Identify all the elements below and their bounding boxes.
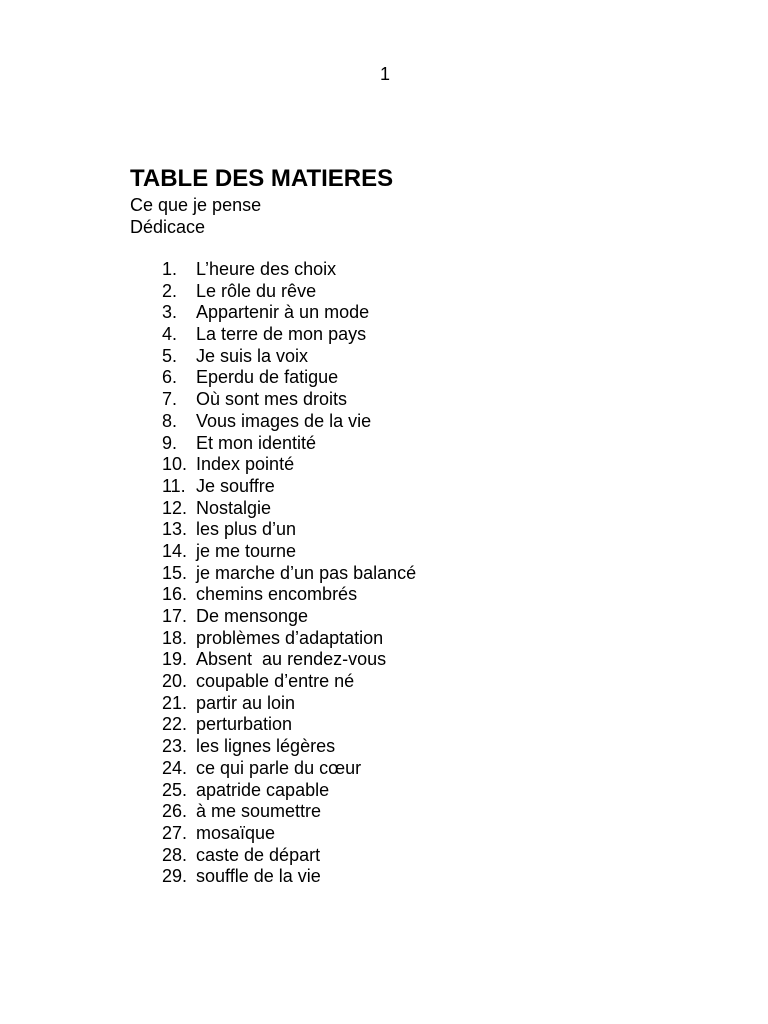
chapter-title: De mensonge (196, 606, 309, 626)
chapter-item (162, 346, 416, 368)
chapter-number: 27. (162, 822, 188, 843)
chapter-item (162, 367, 416, 389)
chapter-title: caste de départ (196, 844, 321, 865)
chapter-title: apatride capable (196, 779, 330, 800)
chapter-title: Vous images de la vie (196, 410, 372, 431)
chapter-title: Où sont mes droits (196, 389, 348, 410)
chapter-title: problèmes d’adaptation (196, 627, 384, 648)
chapter-item (162, 866, 416, 888)
chapter-number: 19. (162, 649, 188, 670)
chapter-number: 10. (162, 454, 188, 475)
chapter-title: L’heure des choix (196, 259, 337, 279)
chapter-title: chemins encombrés (196, 584, 358, 605)
chapter-title: je marche d’un pas balancé (196, 562, 417, 583)
chapter-title: Absent au rendez-vous (196, 649, 387, 670)
chapter-item (162, 780, 416, 802)
chapter-item (162, 302, 416, 324)
chapter-item (162, 606, 416, 628)
chapter-number: 26. (162, 801, 188, 822)
chapter-item (162, 411, 416, 433)
chapter-title: souffle de la vie (196, 866, 321, 887)
chapter-item (162, 628, 416, 650)
chapter-number: 5. (162, 345, 178, 366)
chapter-item (162, 758, 416, 780)
chapter-title: mosaïque (196, 822, 276, 843)
chapter-title: Je suis la voix (196, 345, 309, 366)
chapter-number: 24. (162, 757, 188, 778)
chapter-number: 7. (162, 389, 178, 410)
chapter-title: Nostalgie (196, 497, 272, 518)
chapter-title: les plus d’un (196, 519, 297, 540)
chapter-number: 16. (162, 584, 188, 605)
chapter-number: 23. (162, 736, 188, 757)
chapter-number: 15. (162, 562, 188, 583)
chapter-item (162, 649, 416, 671)
chapter-item (162, 454, 416, 476)
chapter-number: 12. (162, 497, 188, 518)
chapter-item (162, 476, 416, 498)
chapter-item (162, 281, 416, 303)
chapter-number: 25. (162, 779, 188, 800)
chapter-number: 11. (162, 475, 186, 496)
chapter-number: 22. (162, 714, 188, 735)
chapter-title: Je souffre (196, 475, 275, 496)
chapter-number: 18. (162, 627, 188, 648)
chapter-title: perturbation (196, 714, 293, 735)
chapter-item (162, 519, 416, 541)
toc-title: TABLE DES MATIERES (130, 165, 394, 192)
chapter-number: 20. (162, 671, 188, 692)
chapter-number: 29. (162, 866, 188, 887)
chapter-number: 13. (162, 519, 188, 540)
chapter-item (162, 736, 416, 758)
chapter-item (162, 584, 416, 606)
chapter-number: 21. (162, 692, 188, 713)
chapter-number: 28. (162, 844, 188, 865)
chapter-item (162, 693, 416, 715)
chapter-item (162, 563, 416, 585)
chapter-item (162, 845, 416, 867)
chapter-number: 4. (162, 324, 178, 345)
front-matter-item: Ce que je pense (130, 195, 262, 215)
chapter-number: 6. (162, 367, 178, 388)
chapter-title: coupable d’entre né (196, 671, 355, 692)
chapter-number: 8. (162, 410, 178, 431)
chapter-number: 2. (162, 280, 178, 301)
chapter-title: les lignes légères (196, 736, 336, 757)
chapter-title: à me soumettre (196, 801, 322, 822)
chapter-title: ce qui parle du cœur (196, 757, 362, 778)
page-number: 1 (380, 64, 391, 84)
chapter-number: 14. (162, 540, 188, 561)
chapter-number: 3. (162, 302, 178, 323)
chapter-title: Et mon identité (196, 432, 317, 453)
chapter-title: Index pointé (196, 454, 295, 475)
chapter-title: partir au loin (196, 692, 296, 713)
chapter-list (130, 259, 416, 888)
chapter-item (162, 823, 416, 845)
chapter-title: Le rôle du rêve (196, 280, 317, 301)
chapter-item (162, 259, 416, 281)
chapter-number: 1. (162, 259, 178, 279)
chapter-item (162, 801, 416, 823)
table-of-contents (130, 164, 416, 888)
chapter-number: 9. (162, 432, 178, 453)
chapter-item (162, 714, 416, 736)
front-matter-item: Dédicace (130, 217, 206, 237)
chapter-item (162, 498, 416, 520)
chapter-title: Appartenir à un mode (196, 302, 370, 323)
chapter-item (162, 389, 416, 411)
chapter-item (162, 541, 416, 563)
chapter-title: je me tourne (196, 540, 297, 561)
chapter-item (162, 433, 416, 455)
chapter-item (162, 671, 416, 693)
chapter-title: Eperdu de fatigue (196, 367, 339, 388)
chapter-number: 17. (162, 606, 188, 626)
chapter-title: La terre de mon pays (196, 324, 367, 345)
chapter-item (162, 324, 416, 346)
